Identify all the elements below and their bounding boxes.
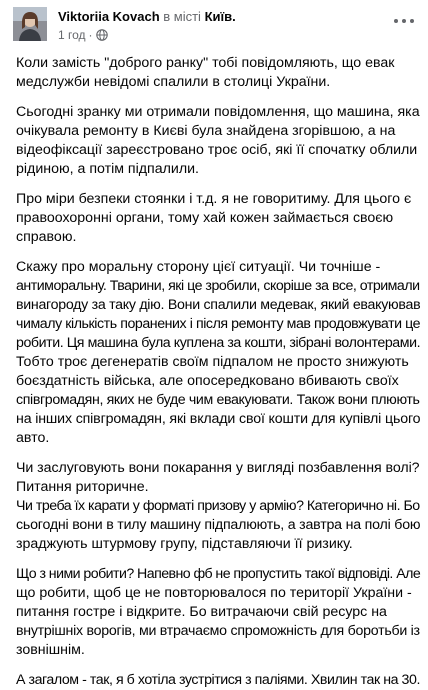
- more-dot: [402, 19, 406, 23]
- paragraph-line: Скажу про моральну сторону цієї ситуації. Чи точніше -: [16, 259, 381, 275]
- more-dot: [410, 19, 414, 23]
- paragraph-line: внутрішніх ворогів, ми втрачаємо спроможність для боротьби із: [16, 623, 420, 639]
- paragraph-line: А загалом - так, я б хотіла зустрітися з паліями. Хвилин так на 30.: [16, 672, 420, 688]
- post-paragraph: [16, 258, 420, 448]
- post-meta: [58, 28, 108, 42]
- paragraph-line: питання гостре і відкрите. Бо витрачаючи свій ресурс на: [16, 604, 387, 620]
- paragraph-line: сьогодні вони в тилу машину підпалюють, а завтра на полі бою: [16, 517, 421, 533]
- paragraph-line: винагороду за таку дію. Вони спалили медевак, який евакуював: [16, 297, 421, 313]
- paragraph-line: Про міри безпеки стоянки і т.д. я не говоритиму. Для цього є: [16, 191, 412, 207]
- author-connector: в місті: [159, 9, 205, 24]
- paragraph-line: на інших співгромадян, які вклади свої кошти для купівлі цього: [16, 411, 421, 427]
- globe-icon[interactable]: [96, 29, 108, 41]
- paragraph-gap: [16, 247, 420, 258]
- post-body: [16, 54, 420, 690]
- paragraph-line: чималу кількість поранених і після ремонту мав продовжувати це: [16, 316, 421, 332]
- post-paragraph: [16, 459, 420, 554]
- paragraph-gap: [16, 448, 420, 459]
- paragraph-line: авто.: [16, 430, 50, 446]
- author-line: [58, 9, 236, 25]
- author-city[interactable]: Київ.: [204, 9, 236, 24]
- author-avatar[interactable]: [13, 7, 47, 41]
- paragraph-line: Сьогодні зранку ми отримали повідомлення, що машина, яка: [16, 104, 420, 120]
- paragraph-line: робити. Ця машина була куплена за кошти, зібрані волонтерами.: [16, 335, 421, 351]
- post-timestamp[interactable]: 1 год: [58, 28, 86, 42]
- paragraph-line: правоохоронні органи, тому хай кожен займається своєю: [16, 210, 394, 226]
- author-name[interactable]: Viktoriia Kovach: [58, 9, 160, 24]
- paragraph-gap: [16, 660, 420, 671]
- paragraph-line: зраджують штурмову групу, підставляючи її ризику.: [16, 536, 353, 552]
- paragraph-line: боєздатність війська, але опосередковано вбивають своїх: [16, 373, 399, 389]
- avatar-image: [13, 7, 47, 41]
- paragraph-line: Коли замість "доброго ранку" тобі повідомляють, що евак: [16, 55, 395, 71]
- paragraph-line: Чи заслуговують вони покарання у вигляді позбавлення волі?: [16, 460, 420, 476]
- paragraph-line: справою.: [16, 229, 77, 245]
- paragraph-line: співгромадян, яких не буде чим евакуювати. Також вони плюють: [16, 392, 420, 408]
- paragraph-line: відеофіксації зареєстровано троє осіб, які її спочатку облили: [16, 142, 418, 158]
- paragraph-gap: [16, 179, 420, 190]
- paragraph-line: антиморальну. Тварини, які це зробили, скоріше за все, отримали: [16, 278, 420, 294]
- meta-separator: ·: [88, 28, 93, 42]
- paragraph-line: Що з ними робити? Напевно фб не пропустить такої відповіді. Але: [16, 566, 421, 582]
- paragraph-line: Тобто троє дегенератів своїм підпалом не просто знижують: [16, 354, 409, 370]
- paragraph-line: медслужби невідомі спалили в столиці України.: [16, 74, 331, 90]
- more-options-icon[interactable]: [390, 10, 418, 32]
- more-dot: [394, 19, 398, 23]
- paragraph-line: що робити, щоб це не повторювалося по території України -: [16, 585, 412, 601]
- post-paragraph: [16, 103, 420, 179]
- paragraph-line: рідиною, а потім підпалили.: [16, 161, 199, 177]
- post-paragraph: [16, 671, 420, 690]
- paragraph-line: зовнішнім.: [16, 642, 85, 658]
- post-paragraph: [16, 565, 420, 660]
- post-paragraph: [16, 54, 420, 92]
- paragraph-gap: [16, 554, 420, 565]
- paragraph-line: Чи треба їх карати у форматі призову у армію? Категорично ні. Бо: [16, 498, 420, 514]
- paragraph-line: очікувала ремонту в Києві була знайдена згорівшою, а на: [16, 123, 396, 139]
- paragraph-line: Питання риторичне.: [16, 479, 149, 495]
- paragraph-gap: [16, 92, 420, 103]
- post-header: [0, 0, 428, 48]
- post-paragraph: [16, 190, 420, 247]
